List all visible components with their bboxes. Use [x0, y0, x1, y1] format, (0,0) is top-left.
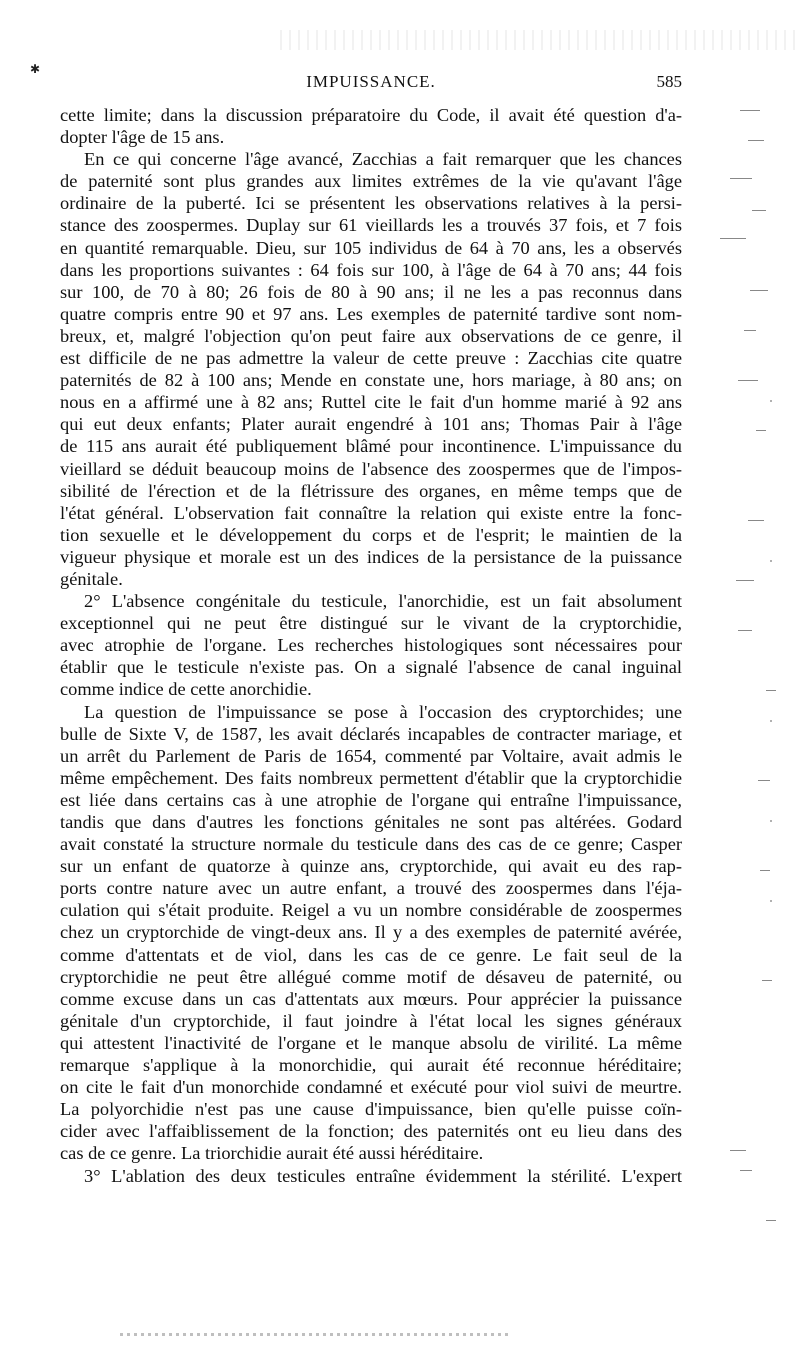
text-line: est difficile de ne pas admettre la valeur de cette preuve : Zacchias cite quatre	[60, 348, 682, 369]
text-line: cider avec l'affaiblissement de la fonction; des paternités ont eu lieu dans des	[60, 1121, 682, 1142]
text-line: tandis que dans d'autres les fonctions génitales ne sont pas altérées. Godard	[60, 812, 682, 832]
text-line: exceptionnel qui ne peut être distingué sur le vivant de la cryptorchidie,	[60, 613, 682, 634]
text-line: cas de ce genre. La triorchidie aurait été aussi héréditaire.	[60, 1143, 484, 1164]
text-line: en quantité remarquable. Dieu, sur 105 individus de 64 à 70 ans, les a observés	[60, 237, 682, 258]
text-line: vieillard se déduit beaucoup moins de l'absence des zoospermes que de l'impos-	[60, 458, 682, 479]
body-text	[60, 104, 682, 1187]
scan-margin-marks	[700, 0, 800, 1365]
text-line: ordinaire de la puberté. Ici se présentent les observations relatives à la persi-	[60, 193, 682, 214]
text-line: nous en a affirmé une à 82 ans; Ruttel cite le fait d'un homme marié à 92 ans	[60, 392, 682, 413]
text-line: dans les proportions suivantes : 64 fois sur 100, à l'âge de 64 à 70 ans; 44 fois	[60, 259, 682, 280]
text-line: ports contre nature avec un autre enfant, a trouvé des zoospermes dans l'éja-	[60, 878, 682, 899]
page-number: 585	[656, 72, 682, 91]
text-line: sur 100, de 70 à 80; 26 fois de 80 à 90 ans; il ne les a pas reconnus dans	[60, 281, 682, 302]
text-line: sibilité de l'érection et de la flétrissure des organes, en même temps que de	[60, 480, 682, 501]
text-line: paternités de 82 à 100 ans; Mende en constate une, hors mariage, à 80 ans; on	[60, 370, 682, 391]
text-line: stance des zoospermes. Duplay sur 61 vieillards les a trouvés 37 fois, et 7 fois	[60, 215, 682, 236]
text-line: chez un cryptorchide de vingt-deux ans. Il y a des exemples de paternité avérée,	[60, 922, 682, 943]
text-line: vigueur physique et morale est un des indices de la persistance de la puissance	[60, 546, 682, 567]
text-line: l'état général. L'observation fait connaître la relation qui existe entre la fonc-	[60, 502, 682, 523]
text-line: même empêchement. Des faits nombreux permettent d'établir que la cryptorchidie	[60, 767, 682, 788]
scan-noise-bottom	[120, 1333, 510, 1336]
text-line: bulle de Sixte V, de 1587, les avait déclarés incapables de contracter mariage, et	[60, 723, 682, 744]
text-line: génitale d'un cryptorchide, il faut joindre à l'état local les signes généraux	[60, 1010, 682, 1031]
running-title: IMPUISSANCE.	[306, 72, 436, 91]
text-line: est liée dans certains cas à une atrophie de l'organe qui entraîne l'impuissance,	[60, 789, 682, 810]
text-line: de paternité sont plus grandes aux limites extrêmes de la vie qu'avant l'âge	[60, 171, 682, 192]
text-line: avec atrophie de l'organe. Les recherches histologiques sont nécessaires pour	[60, 635, 682, 656]
text-line: qui eut deux enfants; Plater aurait engendré à 101 ans; Thomas Pair à l'âge	[60, 414, 682, 435]
text-line: un arrêt du Parlement de Paris de 1654, commenté par Voltaire, avait admis le	[60, 745, 682, 766]
text-line: La question de l'impuissance se pose à l'occasion des cryptorchides; une	[84, 701, 682, 722]
text-line: avait constaté la structure normale du testicule dans des cas de ce genre; Casper	[60, 834, 682, 855]
text-line: breux, et, malgré l'objection qu'on peut faire aux observations de ce genre, il	[60, 325, 682, 346]
text-line: établir que le testicule n'existe pas. On a signalé l'absence de canal inguinal	[60, 657, 682, 678]
text-line: génitale.	[60, 568, 123, 589]
text-line: culation qui s'était produite. Reigel a vu un nombre considérable de zoospermes	[60, 900, 682, 921]
text-line: remarque s'applique à la monorchidie, qui aurait été reconnue héréditaire;	[60, 1055, 682, 1076]
text-line: comme indice de cette anorchidie.	[60, 679, 312, 700]
text-line: comme excuse dans un cas d'attentats aux mœurs. Pour apprécier la puissance	[60, 988, 682, 1009]
text-line: sur un enfant de quatorze à quinze ans, cryptorchide, qui avait eu des rap-	[60, 856, 682, 877]
text-line: dopter l'âge de 15 ans.	[60, 127, 225, 148]
page-header	[60, 72, 682, 96]
text-line: quatre compris entre 90 et 97 ans. Les exemples de paternité tardive sont nom-	[60, 303, 682, 324]
text-line: de 115 ans aurait été publiquement blâmé pour incontinence. L'impuissance du	[60, 436, 682, 457]
text-line: cryptorchidie ne peut être allégué comme motif de désaveu de paternité, ou	[60, 966, 682, 987]
text-line: cette limite; dans la discussion préparatoire du Code, il avait été question d'a-	[60, 105, 682, 125]
text-line: La polyorchidie n'est pas une cause d'impuissance, bien qu'elle puisse coïn-	[60, 1099, 682, 1120]
text-line: qui attestent l'inactivité de l'organe et le manque absolu de virilité. La même	[60, 1032, 682, 1053]
margin-asterisk: ✱	[30, 62, 41, 76]
text-line: En ce qui concerne l'âge avancé, Zacchias a fait remarquer que les chances	[84, 149, 682, 170]
text-line: 2° L'absence congénitale du testicule, l'anorchidie, est un fait absolument	[84, 591, 682, 612]
text-line: comme d'attentats et de viol, dans les cas de ce genre. Le fait seul de la	[60, 944, 682, 965]
text-line: 3° L'ablation des deux testicules entraîne évidemment la stérilité. L'expert	[84, 1165, 682, 1186]
text-line: on cite le fait d'un monorchide condamné et exécuté pour viol suivi de meurtre.	[60, 1077, 682, 1098]
text-line: tion sexuelle et le développement du corps et de l'esprit; le maintien de la	[60, 524, 682, 545]
